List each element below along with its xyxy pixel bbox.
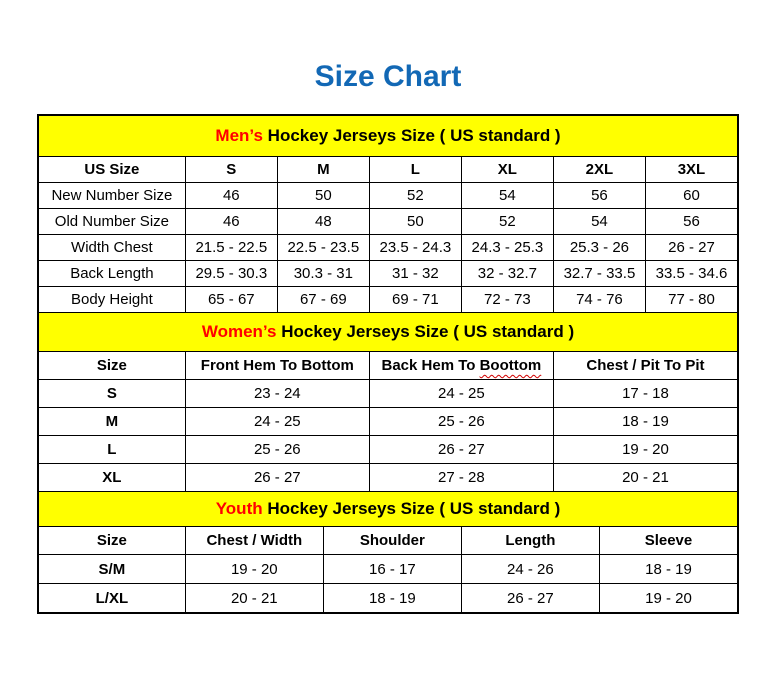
table-row <box>39 555 738 584</box>
size-value: 21.5 - 22.5 <box>185 235 277 261</box>
youth-banner-text: Hockey Jerseys Size ( US standard ) <box>262 499 561 518</box>
column-header: Sleeve <box>599 527 737 555</box>
size-value: 56 <box>645 209 737 235</box>
column-header: M <box>277 157 369 183</box>
size-value: 52 <box>461 209 553 235</box>
size-value: 50 <box>277 183 369 209</box>
column-header: Front Hem To Bottom <box>185 352 369 380</box>
womens-size-table <box>38 313 738 492</box>
size-value: 56 <box>553 183 645 209</box>
size-value: 69 - 71 <box>369 287 461 313</box>
size-value: 23.5 - 24.3 <box>369 235 461 261</box>
size-value: 18 - 19 <box>323 584 461 613</box>
column-header: Size <box>39 352 186 380</box>
row-label: M <box>39 408 186 436</box>
table-row <box>39 261 738 287</box>
youth-header-row <box>39 527 738 555</box>
column-header: Chest / Pit To Pit <box>553 352 737 380</box>
column-header: 2XL <box>553 157 645 183</box>
youth-banner-highlight: Youth <box>215 499 263 518</box>
size-value: 32.7 - 33.5 <box>553 261 645 287</box>
size-value: 25.3 - 26 <box>553 235 645 261</box>
column-header: XL <box>461 157 553 183</box>
size-value: 54 <box>461 183 553 209</box>
size-value: 26 - 27 <box>369 436 553 464</box>
row-label: Body Height <box>39 287 186 313</box>
size-value: 20 - 21 <box>185 584 323 613</box>
mens-section-banner <box>39 116 738 157</box>
column-header: Length <box>461 527 599 555</box>
womens-banner-row <box>39 313 738 352</box>
row-label: L <box>39 436 186 464</box>
misspelled-word: Boottom <box>479 357 542 374</box>
mens-header-row <box>39 157 738 183</box>
row-label: XL <box>39 464 186 492</box>
youth-banner-row <box>39 492 738 527</box>
size-value: 23 - 24 <box>185 380 369 408</box>
size-value: 72 - 73 <box>461 287 553 313</box>
youth-size-table <box>38 492 738 613</box>
mens-banner-text: Hockey Jerseys Size ( US standard ) <box>262 126 561 145</box>
table-row <box>39 183 738 209</box>
size-value: 26 - 27 <box>645 235 737 261</box>
size-value: 18 - 19 <box>553 408 737 436</box>
table-row <box>39 464 738 492</box>
womens-banner-text: Hockey Jerseys Size ( US standard ) <box>276 322 575 341</box>
size-value: 19 - 20 <box>553 436 737 464</box>
column-header: S <box>185 157 277 183</box>
size-value: 46 <box>185 183 277 209</box>
row-label: Back Length <box>39 261 186 287</box>
size-value: 48 <box>277 209 369 235</box>
table-row <box>39 436 738 464</box>
size-value: 22.5 - 23.5 <box>277 235 369 261</box>
column-header <box>369 352 553 380</box>
size-value: 31 - 32 <box>369 261 461 287</box>
column-header-text: Back Hem To <box>381 357 480 374</box>
size-value: 26 - 27 <box>185 464 369 492</box>
table-row <box>39 235 738 261</box>
mens-size-table <box>38 115 738 313</box>
column-header: Shoulder <box>323 527 461 555</box>
size-value: 17 - 18 <box>553 380 737 408</box>
size-value: 60 <box>645 183 737 209</box>
row-label: Width Chest <box>39 235 186 261</box>
size-value: 46 <box>185 209 277 235</box>
size-value: 19 - 20 <box>599 584 737 613</box>
size-value: 30.3 - 31 <box>277 261 369 287</box>
column-header: L <box>369 157 461 183</box>
row-label: Old Number Size <box>39 209 186 235</box>
table-row <box>39 584 738 613</box>
size-value: 18 - 19 <box>599 555 737 584</box>
column-header: US Size <box>39 157 186 183</box>
size-value: 52 <box>369 183 461 209</box>
column-header: 3XL <box>645 157 737 183</box>
size-value: 26 - 27 <box>461 584 599 613</box>
size-value: 65 - 67 <box>185 287 277 313</box>
size-value: 32 - 32.7 <box>461 261 553 287</box>
mens-banner-highlight: Men’s <box>215 126 263 145</box>
size-value: 24.3 - 25.3 <box>461 235 553 261</box>
size-value: 27 - 28 <box>369 464 553 492</box>
size-value: 74 - 76 <box>553 287 645 313</box>
column-header: Size <box>39 527 186 555</box>
size-value: 25 - 26 <box>369 408 553 436</box>
row-label: L/XL <box>39 584 186 613</box>
size-value: 20 - 21 <box>553 464 737 492</box>
column-header: Chest / Width <box>185 527 323 555</box>
womens-header-row <box>39 352 738 380</box>
size-value: 24 - 26 <box>461 555 599 584</box>
row-label: S/M <box>39 555 186 584</box>
table-row <box>39 287 738 313</box>
size-value: 24 - 25 <box>369 380 553 408</box>
size-value: 77 - 80 <box>645 287 737 313</box>
page-title: Size Chart <box>314 60 462 93</box>
table-row <box>39 209 738 235</box>
size-value: 33.5 - 34.6 <box>645 261 737 287</box>
size-value: 16 - 17 <box>323 555 461 584</box>
row-label: New Number Size <box>39 183 186 209</box>
womens-section-banner <box>39 313 738 352</box>
size-value: 54 <box>553 209 645 235</box>
table-row <box>39 380 738 408</box>
size-value: 29.5 - 30.3 <box>185 261 277 287</box>
size-value: 50 <box>369 209 461 235</box>
womens-banner-highlight: Women’s <box>201 322 277 341</box>
size-value: 19 - 20 <box>185 555 323 584</box>
youth-section-banner <box>39 492 738 527</box>
size-value: 24 - 25 <box>185 408 369 436</box>
size-value: 25 - 26 <box>185 436 369 464</box>
size-value: 67 - 69 <box>277 287 369 313</box>
size-chart <box>37 114 739 614</box>
table-row <box>39 408 738 436</box>
mens-banner-row <box>39 116 738 157</box>
row-label: S <box>39 380 186 408</box>
